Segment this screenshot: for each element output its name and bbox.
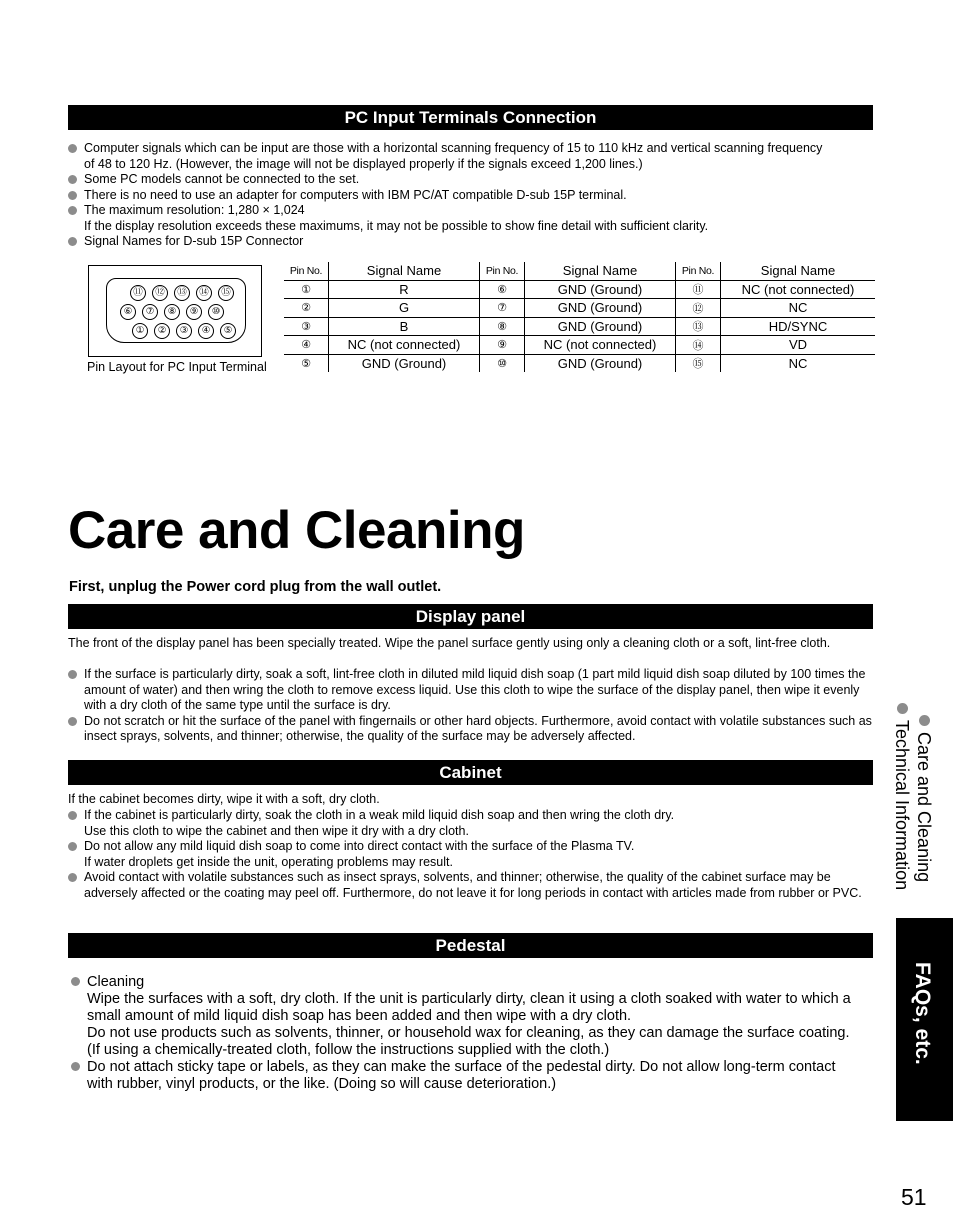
signal-name-cell: NC [721, 299, 876, 318]
display-panel-intro: The front of the display panel has been specially treated. Wipe the panel surface gently using only a cleaning cloth or a soft, lint-free cloth. [68, 636, 831, 650]
cabinet-intro: If the cabinet becomes dirty, wipe it with a soft, dry cloth. [68, 792, 380, 806]
table-header-pin: Pin No. [480, 262, 525, 280]
signal-name-cell: HD/SYNC [721, 317, 876, 336]
bullet-icon [919, 715, 930, 726]
section-header-cabinet: Cabinet [68, 760, 873, 785]
bullet-icon [897, 703, 908, 714]
list-item: If the cabinet is particularly dirty, soak the cloth in a weak mild liquid dish soap and then wring the cloth dry. Use this cloth to wipe the cabinet and then wipe it dry with a dry cloth. [68, 808, 876, 839]
display-panel-bullets [68, 667, 873, 745]
signal-name-table [284, 262, 875, 372]
pin-4: ④ [198, 323, 214, 339]
faq-tab-label: FAQs, etc. [911, 962, 934, 1065]
list-item: Some PC models cannot be connected to the set. [68, 172, 878, 188]
pin-11: ⑪ [130, 285, 146, 301]
signal-name-cell: GND (Ground) [525, 280, 676, 299]
pedestal-bullets [71, 974, 861, 1093]
pin-3: ③ [176, 323, 192, 339]
pin-number-cell: ⑩ [480, 354, 525, 372]
cabinet-bullets [68, 808, 876, 901]
list-item: The maximum resolution: 1,280 × 1,024 If the display resolution exceeds these maximums, it may not be possible to show fine detail with sufficient clarity. [68, 203, 878, 234]
table-row [284, 317, 875, 336]
pin-number-cell: ⑭ [676, 336, 721, 355]
pin-14: ⑭ [196, 285, 212, 301]
list-item: Cleaning Wipe the surfaces with a soft, dry cloth. If the unit is particularly dirty, clean it using a cloth soaked with water to which a small amount of mild liquid dish soap has been added and then wipe with a dry cloth. Do not use products such as solvents, thinner, or household wax for cleaning, as they can damage the surface coating. (If using a chemically-treated cloth, follow the instructions supplied with the cloth.) [71, 974, 861, 1059]
pin-12: ⑫ [152, 285, 168, 301]
pin-15: ⑮ [218, 285, 234, 301]
table-header-signal: Signal Name [721, 262, 876, 280]
table-header-signal: Signal Name [525, 262, 676, 280]
pin-number-cell: ⑪ [676, 280, 721, 299]
signal-name-cell: G [329, 299, 480, 318]
table-row [284, 280, 875, 299]
list-item: If the surface is particularly dirty, soak a soft, lint-free cloth in diluted mild liquid dish soap (1 part mild liquid dish soap diluted by 100 times the amount of water) and then wring the cloth to remove excess liquid. Use this cloth to wipe the surface of the display panel, then wipe it evenly with a dry cloth of the same type until the surface is dry. [68, 667, 873, 714]
page-subtitle: First, unplug the Power cord plug from the wall outlet. [69, 579, 442, 595]
table-row [284, 354, 875, 372]
pin-number-cell: ② [284, 299, 329, 318]
signal-name-cell: NC (not connected) [329, 336, 480, 355]
table-row [284, 336, 875, 355]
list-item: Avoid contact with volatile substances such as insect sprays, solvents, and thinner; otherwise, the quality of the cabinet surface may be adversely affected or the coating may peel off. Furthermore, do not leave it for long periods in contact with articles made from rubber or PVC. [68, 870, 876, 901]
page-title: Care and Cleaning [68, 501, 525, 560]
pin-number-cell: ⑥ [480, 280, 525, 299]
pin-number-cell: ④ [284, 336, 329, 355]
table-row [284, 299, 875, 318]
list-item: There is no need to use an adapter for computers with IBM PC/AT compatible D-sub 15P terminal. [68, 188, 878, 204]
pin-1: ① [132, 323, 148, 339]
pin-13: ⑬ [174, 285, 190, 301]
pin-2: ② [154, 323, 170, 339]
list-item: Signal Names for D-sub 15P Connector [68, 234, 878, 250]
pin-number-cell: ⑧ [480, 317, 525, 336]
connector-row-bottom [132, 323, 236, 339]
section-header-display-panel: Display panel [68, 604, 873, 629]
signal-name-cell: GND (Ground) [557, 355, 643, 371]
signal-name-cell: B [329, 317, 480, 336]
pin-number-cell: ③ [284, 317, 329, 336]
signal-name-cell: VD [721, 336, 876, 355]
pin-10: ⑩ [208, 304, 224, 320]
pin-9: ⑨ [186, 304, 202, 320]
side-nav-item-technical[interactable]: Technical Information [891, 703, 912, 890]
signal-name-cell: GND (Ground) [361, 355, 447, 371]
pin-number-cell: ⑮ [676, 354, 721, 372]
page-number: 51 [901, 1184, 927, 1210]
faq-tab[interactable] [896, 918, 953, 1121]
pin-number-cell: ⑦ [480, 299, 525, 318]
pin-number-cell: ⑨ [480, 336, 525, 355]
list-item: Do not allow any mild liquid dish soap to come into direct contact with the surface of the Plasma TV. If water droplets get inside the unit, operating problems may result. [68, 839, 876, 870]
signal-name-cell: NC (not connected) [721, 280, 876, 299]
signal-name-cell: NC [788, 355, 808, 371]
pin-number-cell: ⑤ [284, 354, 329, 372]
pin-number-cell: ⑫ [676, 299, 721, 318]
section-header-pc-input: PC Input Terminals Connection [68, 105, 873, 130]
signal-name-cell: NC (not connected) [525, 336, 676, 355]
signal-name-cell: R [329, 280, 480, 299]
list-item: Computer signals which can be input are those with a horizontal scanning frequency of 15 to 110 kHz and vertical scanning frequency of 48 to 120 Hz. (However, the image will not be displayed properly if the signals exceed 1,200 lines.) [68, 141, 878, 172]
list-item: Do not attach sticky tape or labels, as they can make the surface of the pedestal dirty. Do not allow long-term contact with rubber, vinyl products, or the like. (Doing so will cause deterioration.) [71, 1059, 861, 1093]
section-header-pedestal: Pedestal [68, 933, 873, 958]
pin-6: ⑥ [120, 304, 136, 320]
table-header-pin: Pin No. [284, 262, 329, 280]
side-nav-item-care[interactable]: Care and Cleaning [913, 715, 934, 882]
connector-diagram [88, 265, 262, 357]
pin-7: ⑦ [142, 304, 158, 320]
connector-caption: Pin Layout for PC Input Terminal [87, 360, 267, 374]
pin-number-cell: ① [284, 280, 329, 299]
connector-row-top [130, 285, 234, 301]
pc-bullet-list [68, 141, 878, 250]
pin-8: ⑧ [164, 304, 180, 320]
signal-name-cell: GND (Ground) [525, 317, 676, 336]
table-header-pin: Pin No. [676, 262, 721, 280]
table-header-signal: Signal Name [329, 262, 480, 280]
pin-5: ⑤ [220, 323, 236, 339]
connector-row-middle [120, 304, 224, 320]
signal-name-cell: GND (Ground) [525, 299, 676, 318]
list-item: Do not scratch or hit the surface of the panel with fingernails or other hard objects. Furthermore, avoid contact with volatile substances such as insect sprays, solvents, and thinner; otherwise, the quality of the surface may be adversely affected. [68, 714, 873, 745]
side-nav [891, 715, 941, 915]
pin-number-cell: ⑬ [676, 317, 721, 336]
